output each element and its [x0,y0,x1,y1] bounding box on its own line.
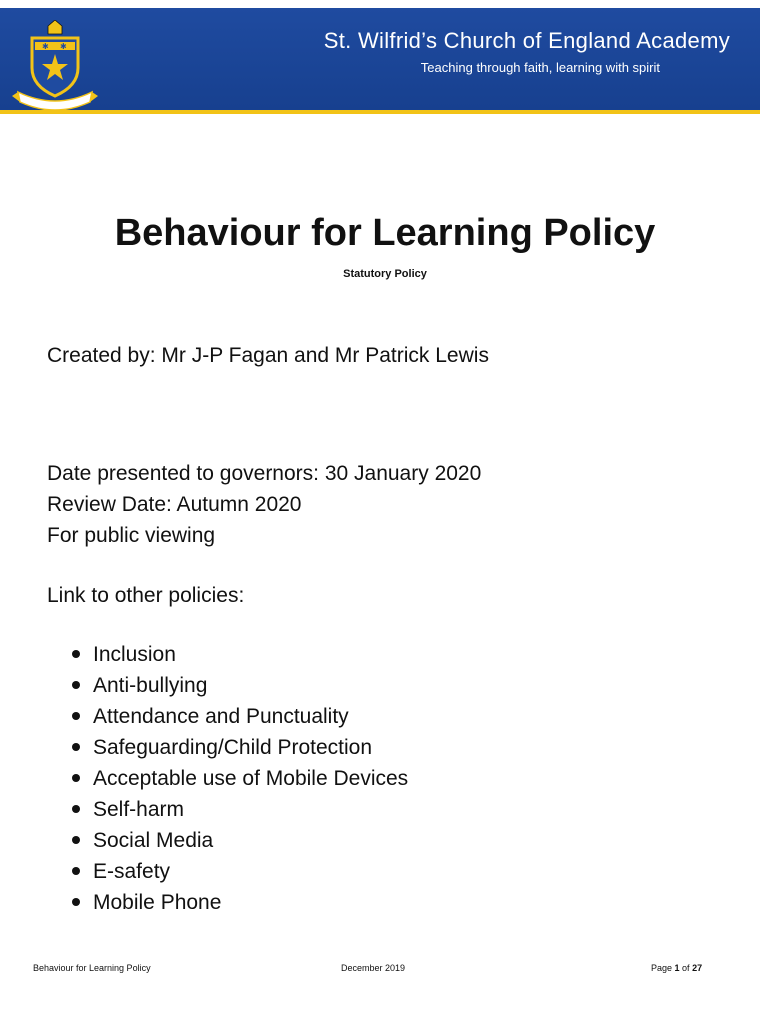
document-title: Behaviour for Learning Policy [114,212,656,254]
list-item: Acceptable use of Mobile Devices [70,766,408,797]
school-motto: Teaching through faith, learning with spirit [420,60,660,75]
total-pages: 27 [692,963,703,973]
current-page: 1 [674,963,680,973]
review-date: Review Date: Autumn 2020 [47,493,302,516]
svg-text:✱: ✱ [60,42,67,51]
list-item: Mobile Phone [70,890,408,921]
date-presented: Date presented to governors: 30 January 2020 [47,462,482,485]
footer-date: December 2019 [341,963,406,973]
page-label: Page [651,963,675,973]
school-name: St. Wilfrid’s Church of England Academy [323,28,730,53]
list-item: Self-harm [70,797,408,828]
of-label: of [679,963,693,973]
footer-page-number [651,963,702,973]
links-heading: Link to other policies: [47,584,245,607]
list-item: Attendance and Punctuality [70,704,408,735]
school-crest-logo [10,20,100,110]
svg-text:✱: ✱ [42,42,49,51]
list-item: E-safety [70,859,408,890]
list-item: Anti-bullying [70,673,408,704]
linked-policies-list [70,642,408,921]
footer-document-name: Behaviour for Learning Policy [33,963,151,973]
public-viewing: For public viewing [47,524,216,547]
list-item: Social Media [70,828,408,859]
created-by: Created by: Mr J-P Fagan and Mr Patrick Lewis [47,344,489,367]
list-item: Inclusion [70,642,408,673]
header-banner [0,8,760,114]
list-item: Safeguarding/Child Protection [70,735,408,766]
document-subtitle: Statutory Policy [343,268,427,280]
